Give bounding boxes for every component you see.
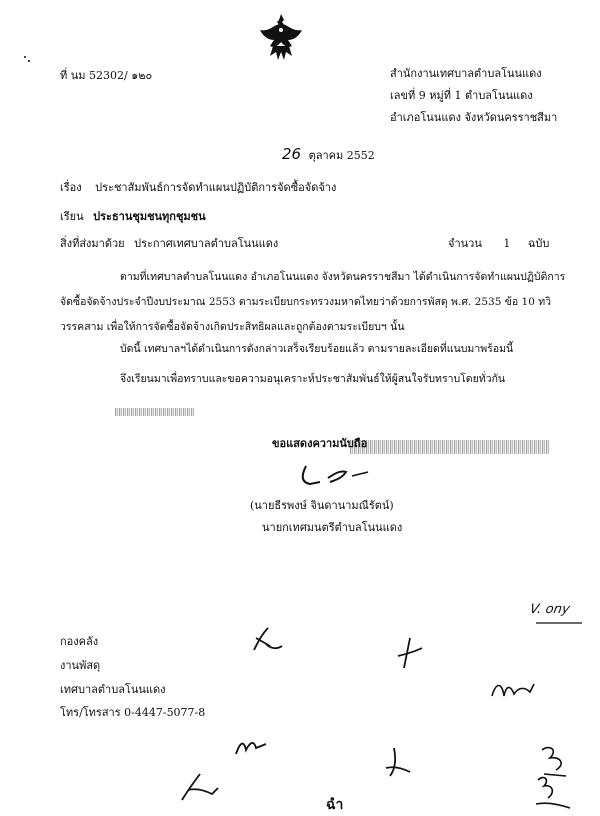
footer-phone: โทร/โทรสาร 0-4447-5077-8 (60, 706, 206, 719)
initial-mark (390, 634, 430, 674)
handwritten-note: V. ony (528, 602, 571, 617)
enclosure-unit: ฉบับ (527, 237, 550, 250)
initial-mark (532, 772, 576, 812)
body-paragraph2: บัดนี้ เทศบาลฯได้ดำเนินการดังกล่าวเสร็จเรียบร้อยแล้ว ตามรายละเอียดที่แนบมาพร้อมนี้ (120, 343, 514, 355)
closing-regards: ขอแสดงความนับถือ (272, 437, 368, 450)
office-address-line1: สำนักงานเทศบาลตำบลโนนแดง (390, 67, 542, 80)
bottom-mark: ฉำ (326, 797, 344, 813)
subject-text: ประชาสัมพันธ์การจัดทำแผนปฏิบัติการจัดซื้อจัดจ้าง (95, 181, 337, 194)
enclosure-text: ประกาศเทศบาลตำบลโนนแดง (134, 237, 279, 250)
initial-mark (232, 734, 272, 760)
date-month-year: ตุลาคม 2552 (308, 149, 375, 162)
footer-organization: เทศบาลตำบลโนนแดง (60, 683, 166, 696)
enclosure-qty-label: จำนวน (448, 237, 482, 250)
body-paragraph1-line3: วรรคสาม เพื่อให้การจัดซื้อจัดจ้างเกิดประสิทธิผลและถูกต้องตามระเบียบฯ นั้น (60, 321, 405, 333)
date-line (282, 145, 375, 164)
handwritten-underline (534, 620, 584, 626)
body-paragraph1-line2: จัดซื้อจัดจ้างประจำปีงบประมาณ 2553 ตามระเบียบกระทรวงมหาดไทยว่าด้วยการพัสดุ พ.ศ. 2535 ข้อ 10 ทวิ (60, 296, 552, 308)
enclosure-label: สิ่งที่ส่งมาด้วย (60, 237, 125, 250)
signer-name: (นายธีรพงษ์ จินดานามณีรัตน์) (250, 499, 394, 512)
office-address-line2: เลขที่ 9 หมู่ที่ 1 ตำบลโนนแดง (390, 89, 533, 102)
initial-mark (488, 676, 538, 706)
signature-mark (296, 456, 376, 496)
signer-title: นายกเทศมนตรีตำบลโนนแดง (262, 521, 403, 534)
body-paragraph3: จึงเรียนมาเพื่อทราบและขอความอนุเคราะห์ประชาสัมพันธ์ให้ผู้สนใจรับทราบโดยทั่วกัน (120, 373, 506, 385)
office-address-line3: อำเภอโนนแดง จังหวัดนครราชสีมา (390, 111, 558, 124)
scan-noise (350, 440, 550, 454)
initial-mark (380, 742, 420, 782)
body-paragraph1-line1: ตามที่เทศบาลตำบลโนนแดง อำเภอโนนแดง จังหวัดนครราชสีมา ได้ดำเนินการจัดทำแผนปฏิบัติการ (120, 271, 566, 283)
subject-line (60, 178, 336, 196)
recipient-text: ประธานชุมชนทุกชุมชน (93, 210, 206, 223)
initial-mark (248, 624, 288, 658)
garuda-emblem-icon (258, 12, 304, 62)
enclosure-line (60, 234, 278, 252)
recipient-line (60, 207, 206, 225)
enclosure-quantity (448, 234, 549, 252)
date-day-handwritten: 26 (282, 145, 302, 163)
enclosure-qty: 1 (503, 237, 511, 250)
footer-department: กองคลัง (60, 635, 99, 648)
footer-section: งานพัสดุ (60, 659, 101, 672)
subject-label: เรื่อง (60, 181, 82, 194)
initial-mark (178, 770, 222, 806)
document-number: ที่ นม 52302/ ๑๒๐ (60, 69, 153, 82)
scan-noise (115, 408, 195, 416)
recipient-label: เรียน (60, 210, 84, 223)
